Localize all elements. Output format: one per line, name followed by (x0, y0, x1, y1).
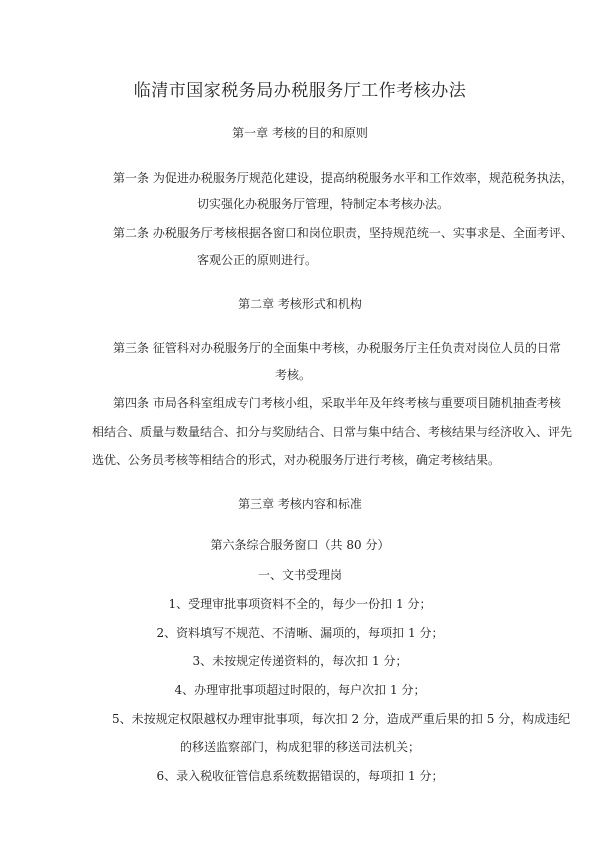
list-item-5-line1: 5、未按规定权限越权办理审批事项，每次扣 2 分，造成严重后果的扣 5 分，构成违纪 (112, 712, 571, 726)
list-item-2: 2、资料填写不规范、不清晰、漏项的，每项扣 1 分； (156, 626, 444, 640)
article2-line1: 第二条 办税服务厅考核根据各窗口和岗位职责，坚持规范统一、实事求是、全面考评、 (113, 226, 573, 240)
list-item-3: 3、未按规定传递资料的，每次扣 1 分； (192, 654, 408, 668)
chapter1-heading: 第一章 考核的目的和原则 (232, 126, 368, 140)
document-title: 临清市国家税务局办税服务厅工作考核办法 (133, 81, 467, 101)
article4-line2: 相结合、质量与数量结合、扣分与奖励结合、日常与集中结合、考核结果与经济收入、评先 (92, 425, 573, 439)
article1-line2: 切实强化办税服务厅管理，特制定本考核办法。 (197, 197, 450, 211)
list-item-1: 1、受理审批事项资料不全的，每少一份扣 1 分； (168, 597, 432, 611)
article4-line1: 第四条 市局各科室组成专门考核小组，采取半年及年终考核与重要项目随机抽查考核 (113, 396, 561, 410)
section1-heading: 一、文书受理岗 (257, 568, 342, 582)
list-item-6: 6、录入税收征管信息系统数据错误的，每项扣 1 分； (156, 769, 444, 783)
article1-line1: 第一条 为促进办税服务厅规范化建设，提高纳税服务水平和工作效率，规范税务执法， (113, 171, 573, 185)
article6-heading: 第六条综合服务窗口（共 80 分） (210, 538, 390, 552)
article4-line3: 选优、公务员考核等相结合的形式，对办税服务厅进行考核，确定考核结果。 (92, 453, 501, 467)
list-item-5-line2: 的移送监察部门，构成犯罪的移送司法机关； (179, 740, 420, 754)
list-item-4: 4、办理审批事项超过时限的，每户次扣 1 分； (174, 683, 426, 697)
article3-line2: 考核。 (275, 368, 312, 382)
chapter2-heading: 第二章 考核形式和机构 (238, 297, 362, 311)
article2-line2: 客观公正的原则进行。 (197, 253, 318, 267)
article3-line1: 第三条 征管科对办税服务厅的全面集中考核，办税服务厅主任负责对岗位人员的日常 (113, 341, 561, 355)
chapter3-heading: 第三章 考核内容和标准 (238, 497, 362, 511)
